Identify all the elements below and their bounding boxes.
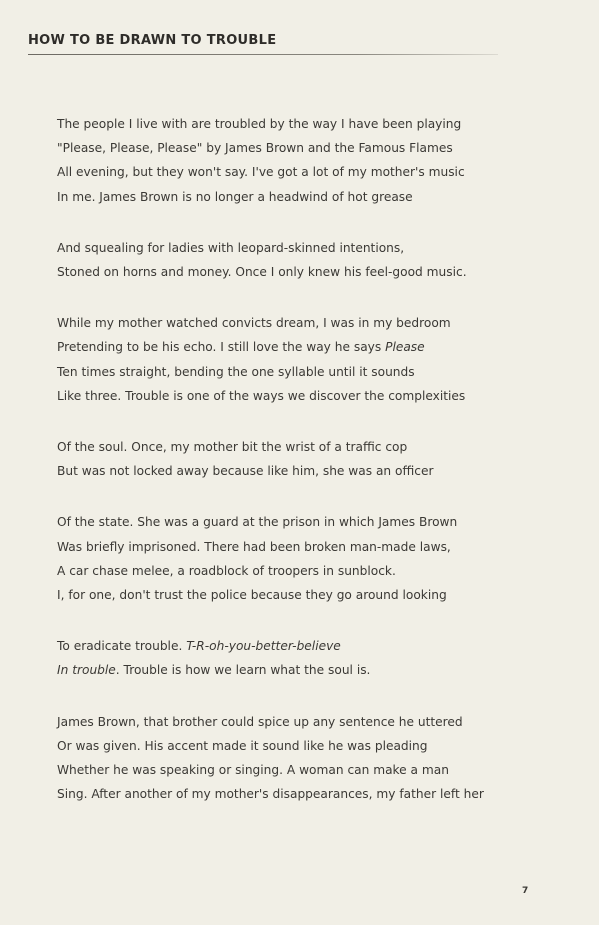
line-italic-text: In trouble [57,663,116,678]
line-text: Whether he was speaking or singing. A woman can make a man [57,763,449,778]
line-text: Was briefly imprisoned. There had been broken man-made laws, [57,539,451,554]
page-number: 7 [522,886,529,896]
poem-line [57,160,577,184]
stanza [57,112,577,209]
line-text: Of the state. She was a guard at the prison in which James Brown [57,515,458,530]
page-title: HOW TO BE DRAWN TO TROUBLE [28,33,277,48]
poem-line [57,535,577,559]
poem-line [57,360,577,384]
poem-line [57,112,577,136]
poem-line [57,311,577,335]
poem-line [57,634,577,658]
poem-line [57,236,577,260]
line-text: But was not locked away because like him, she was an officer [57,464,434,479]
line-text: In me. James Brown is no longer a headwind of hot grease [57,189,413,204]
poem-line [57,185,577,209]
title-rule [28,54,498,55]
line-text: James Brown, that brother could spice up any sentence he uttered [57,714,463,729]
line-text: To eradicate trouble. [57,639,187,654]
poem-line [57,260,577,284]
line-text: Like three. Trouble is one of the ways we discover the complexities [57,388,466,403]
poem-line [57,758,577,782]
poem-line [57,734,577,758]
line-text: . Trouble is how we learn what the soul is. [115,663,371,678]
line-text: While my mother watched convicts dream, I was in my bedroom [57,316,451,331]
poem-line [57,710,577,734]
poem-line [57,559,577,583]
stanza [57,236,577,284]
stanza [57,311,577,408]
line-text: Or was given. His accent made it sound like he was pleading [57,738,428,753]
line-text: Ten times straight, bending the one syllable until it sounds [57,364,415,379]
poem-line [57,583,577,607]
line-text: A car chase melee, a roadblock of troopers in sunblock. [57,563,396,578]
poem-line [57,136,577,160]
line-italic-text: Please [385,340,425,355]
stanza [57,710,577,807]
line-text: I, for one, don't trust the police because they go around looking [57,588,447,603]
stanza [57,435,577,483]
poem-line [57,335,577,359]
line-text: Of the soul. Once, my mother bit the wrist of a traffic cop [57,440,408,455]
line-text: All evening, but they won't say. I've got a lot of my mother's music [57,165,465,180]
poem-line [57,435,577,459]
poem-body [57,112,577,833]
poem-line [57,384,577,408]
line-text: The people I live with are troubled by the way I have been playing [57,117,462,131]
line-text: Sing. After another of my mother's disappearances, my father left her [57,787,484,802]
line-italic-text: T-R-oh-you-better-believe [186,639,341,654]
poem-line [57,782,577,806]
line-text: Stoned on horns and money. Once I only knew his feel-good music. [57,265,467,280]
stanza [57,510,577,607]
poem-line [57,658,577,682]
stanza [57,634,577,682]
poem-line [57,510,577,534]
line-text: And squealing for ladies with leopard-skinned intentions, [57,240,405,255]
line-text: "Please, Please, Please" by James Brown and the Famous Flames [57,141,453,156]
poem-line [57,459,577,483]
page-header [28,33,498,55]
line-text: Pretending to be his echo. I still love the way he says [57,340,386,355]
